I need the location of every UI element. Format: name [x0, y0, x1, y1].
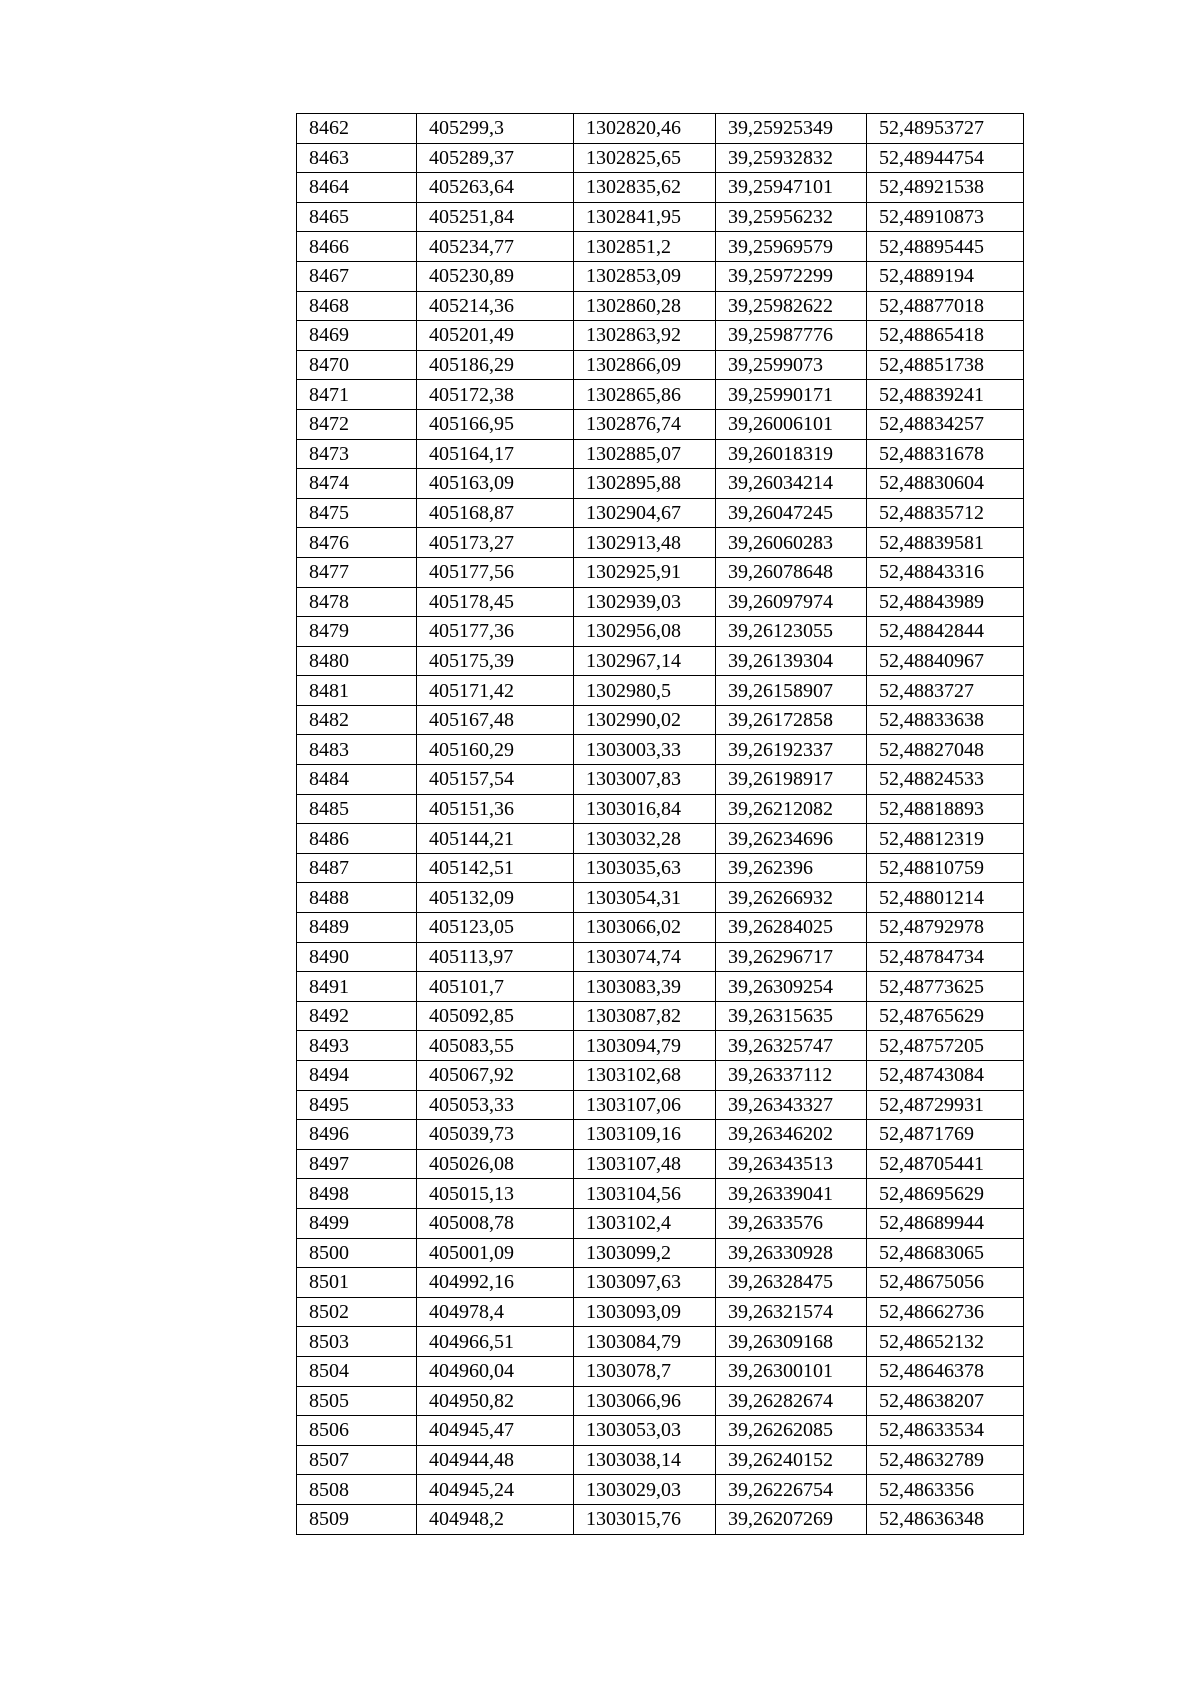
point-number-cell: 8501: [297, 1268, 417, 1298]
longitude-cell: 39,25987776: [716, 321, 867, 351]
latitude-cell: 52,48843316: [867, 557, 1024, 587]
latitude-cell: 52,48835712: [867, 498, 1024, 528]
latitude-cell: 52,48801214: [867, 883, 1024, 913]
y-coordinate-cell: 1303015,76: [574, 1504, 716, 1534]
table-row: [297, 1090, 1024, 1120]
latitude-cell: 52,48765629: [867, 1001, 1024, 1031]
table-row: [297, 498, 1024, 528]
latitude-cell: 52,48824533: [867, 765, 1024, 795]
latitude-cell: 52,48877018: [867, 291, 1024, 321]
x-coordinate-cell: 405178,45: [417, 587, 574, 617]
table-row: [297, 469, 1024, 499]
point-number-cell: 8483: [297, 735, 417, 765]
y-coordinate-cell: 1303078,7: [574, 1356, 716, 1386]
x-coordinate-cell: 404944,48: [417, 1445, 574, 1475]
latitude-cell: 52,48865418: [867, 321, 1024, 351]
table-row: [297, 883, 1024, 913]
latitude-cell: 52,4863356: [867, 1475, 1024, 1505]
y-coordinate-cell: 1302820,46: [574, 114, 716, 144]
longitude-cell: 39,26343513: [716, 1149, 867, 1179]
y-coordinate-cell: 1302851,2: [574, 232, 716, 262]
x-coordinate-cell: 405173,27: [417, 528, 574, 558]
longitude-cell: 39,26282674: [716, 1386, 867, 1416]
x-coordinate-cell: 405175,39: [417, 646, 574, 676]
x-coordinate-cell: 405251,84: [417, 202, 574, 232]
point-number-cell: 8493: [297, 1031, 417, 1061]
x-coordinate-cell: 404978,4: [417, 1297, 574, 1327]
x-coordinate-cell: 405151,36: [417, 794, 574, 824]
latitude-cell: 52,48633534: [867, 1416, 1024, 1446]
table-row: [297, 173, 1024, 203]
y-coordinate-cell: 1303084,79: [574, 1327, 716, 1357]
point-number-cell: 8485: [297, 794, 417, 824]
point-number-cell: 8505: [297, 1386, 417, 1416]
table-row: [297, 824, 1024, 854]
y-coordinate-cell: 1302904,67: [574, 498, 716, 528]
longitude-cell: 39,26346202: [716, 1120, 867, 1150]
longitude-cell: 39,26325747: [716, 1031, 867, 1061]
point-number-cell: 8497: [297, 1149, 417, 1179]
x-coordinate-cell: 405026,08: [417, 1149, 574, 1179]
latitude-cell: 52,48833638: [867, 705, 1024, 735]
latitude-cell: 52,48632789: [867, 1445, 1024, 1475]
x-coordinate-cell: 405092,85: [417, 1001, 574, 1031]
longitude-cell: 39,26309168: [716, 1327, 867, 1357]
longitude-cell: 39,26266932: [716, 883, 867, 913]
latitude-cell: 52,48773625: [867, 972, 1024, 1002]
x-coordinate-cell: 405230,89: [417, 261, 574, 291]
latitude-cell: 52,48792978: [867, 913, 1024, 943]
y-coordinate-cell: 1303066,02: [574, 913, 716, 943]
latitude-cell: 52,48705441: [867, 1149, 1024, 1179]
point-number-cell: 8488: [297, 883, 417, 913]
table-row: [297, 1327, 1024, 1357]
longitude-cell: 39,26047245: [716, 498, 867, 528]
x-coordinate-cell: 404945,47: [417, 1416, 574, 1446]
x-coordinate-cell: 405166,95: [417, 409, 574, 439]
point-number-cell: 8465: [297, 202, 417, 232]
point-number-cell: 8503: [297, 1327, 417, 1357]
point-number-cell: 8494: [297, 1061, 417, 1091]
table-row: [297, 1356, 1024, 1386]
y-coordinate-cell: 1302967,14: [574, 646, 716, 676]
longitude-cell: 39,2599073: [716, 350, 867, 380]
table-row: [297, 1445, 1024, 1475]
x-coordinate-cell: 405160,29: [417, 735, 574, 765]
latitude-cell: 52,48675056: [867, 1268, 1024, 1298]
longitude-cell: 39,25925349: [716, 114, 867, 144]
table-row: [297, 1504, 1024, 1534]
latitude-cell: 52,48652132: [867, 1327, 1024, 1357]
longitude-cell: 39,26284025: [716, 913, 867, 943]
longitude-cell: 39,26262085: [716, 1416, 867, 1446]
table-row: [297, 380, 1024, 410]
latitude-cell: 52,48646378: [867, 1356, 1024, 1386]
point-number-cell: 8509: [297, 1504, 417, 1534]
longitude-cell: 39,25982622: [716, 291, 867, 321]
table-row: [297, 409, 1024, 439]
table-row: [297, 439, 1024, 469]
point-number-cell: 8463: [297, 143, 417, 173]
x-coordinate-cell: 405177,56: [417, 557, 574, 587]
latitude-cell: 52,48662736: [867, 1297, 1024, 1327]
latitude-cell: 52,48638207: [867, 1386, 1024, 1416]
table-row: [297, 1179, 1024, 1209]
longitude-cell: 39,25932832: [716, 143, 867, 173]
point-number-cell: 8475: [297, 498, 417, 528]
x-coordinate-cell: 405053,33: [417, 1090, 574, 1120]
x-coordinate-cell: 405157,54: [417, 765, 574, 795]
x-coordinate-cell: 405144,21: [417, 824, 574, 854]
latitude-cell: 52,48636348: [867, 1504, 1024, 1534]
longitude-cell: 39,26097974: [716, 587, 867, 617]
latitude-cell: 52,48953727: [867, 114, 1024, 144]
table-row: [297, 794, 1024, 824]
latitude-cell: 52,4883727: [867, 676, 1024, 706]
x-coordinate-cell: 405132,09: [417, 883, 574, 913]
y-coordinate-cell: 1303053,03: [574, 1416, 716, 1446]
y-coordinate-cell: 1303032,28: [574, 824, 716, 854]
x-coordinate-cell: 405201,49: [417, 321, 574, 351]
x-coordinate-cell: 405214,36: [417, 291, 574, 321]
table-row: [297, 261, 1024, 291]
longitude-cell: 39,26328475: [716, 1268, 867, 1298]
longitude-cell: 39,2633576: [716, 1208, 867, 1238]
x-coordinate-cell: 405263,64: [417, 173, 574, 203]
table-row: [297, 676, 1024, 706]
x-coordinate-cell: 405067,92: [417, 1061, 574, 1091]
x-coordinate-cell: 404948,2: [417, 1504, 574, 1534]
longitude-cell: 39,26139304: [716, 646, 867, 676]
point-number-cell: 8490: [297, 942, 417, 972]
longitude-cell: 39,26339041: [716, 1179, 867, 1209]
latitude-cell: 52,48834257: [867, 409, 1024, 439]
latitude-cell: 52,48729931: [867, 1090, 1024, 1120]
y-coordinate-cell: 1303029,03: [574, 1475, 716, 1505]
table-row: [297, 587, 1024, 617]
point-number-cell: 8498: [297, 1179, 417, 1209]
x-coordinate-cell: 404960,04: [417, 1356, 574, 1386]
table-row: [297, 735, 1024, 765]
point-number-cell: 8476: [297, 528, 417, 558]
x-coordinate-cell: 405299,3: [417, 114, 574, 144]
latitude-cell: 52,48921538: [867, 173, 1024, 203]
table-row: [297, 1386, 1024, 1416]
table-row: [297, 1061, 1024, 1091]
y-coordinate-cell: 1303016,84: [574, 794, 716, 824]
longitude-cell: 39,25990171: [716, 380, 867, 410]
x-coordinate-cell: 405172,38: [417, 380, 574, 410]
table-row: [297, 705, 1024, 735]
latitude-cell: 52,48784734: [867, 942, 1024, 972]
y-coordinate-cell: 1302825,65: [574, 143, 716, 173]
y-coordinate-cell: 1302835,62: [574, 173, 716, 203]
point-number-cell: 8504: [297, 1356, 417, 1386]
latitude-cell: 52,48695629: [867, 1179, 1024, 1209]
point-number-cell: 8495: [297, 1090, 417, 1120]
longitude-cell: 39,26078648: [716, 557, 867, 587]
longitude-cell: 39,26309254: [716, 972, 867, 1002]
longitude-cell: 39,26240152: [716, 1445, 867, 1475]
table-row: [297, 1149, 1024, 1179]
latitude-cell: 52,48818893: [867, 794, 1024, 824]
table-row: [297, 646, 1024, 676]
point-number-cell: 8470: [297, 350, 417, 380]
point-number-cell: 8469: [297, 321, 417, 351]
latitude-cell: 52,4889194: [867, 261, 1024, 291]
y-coordinate-cell: 1303066,96: [574, 1386, 716, 1416]
longitude-cell: 39,26343327: [716, 1090, 867, 1120]
y-coordinate-cell: 1302956,08: [574, 617, 716, 647]
table-row: [297, 143, 1024, 173]
x-coordinate-cell: 405164,17: [417, 439, 574, 469]
x-coordinate-cell: 405015,13: [417, 1179, 574, 1209]
latitude-cell: 52,48812319: [867, 824, 1024, 854]
latitude-cell: 52,48683065: [867, 1238, 1024, 1268]
x-coordinate-cell: 405234,77: [417, 232, 574, 262]
longitude-cell: 39,26321574: [716, 1297, 867, 1327]
latitude-cell: 52,48810759: [867, 853, 1024, 883]
latitude-cell: 52,48827048: [867, 735, 1024, 765]
x-coordinate-cell: 405008,78: [417, 1208, 574, 1238]
x-coordinate-cell: 404966,51: [417, 1327, 574, 1357]
latitude-cell: 52,48831678: [867, 439, 1024, 469]
longitude-cell: 39,26006101: [716, 409, 867, 439]
y-coordinate-cell: 1303104,56: [574, 1179, 716, 1209]
point-number-cell: 8471: [297, 380, 417, 410]
y-coordinate-cell: 1302876,74: [574, 409, 716, 439]
table-row: [297, 1416, 1024, 1446]
table-row: [297, 114, 1024, 144]
y-coordinate-cell: 1302925,91: [574, 557, 716, 587]
table-row: [297, 913, 1024, 943]
x-coordinate-cell: 405113,97: [417, 942, 574, 972]
point-number-cell: 8477: [297, 557, 417, 587]
latitude-cell: 52,48743084: [867, 1061, 1024, 1091]
x-coordinate-cell: 405171,42: [417, 676, 574, 706]
x-coordinate-cell: 404950,82: [417, 1386, 574, 1416]
point-number-cell: 8492: [297, 1001, 417, 1031]
table-row: [297, 528, 1024, 558]
y-coordinate-cell: 1302990,02: [574, 705, 716, 735]
point-number-cell: 8486: [297, 824, 417, 854]
longitude-cell: 39,26192337: [716, 735, 867, 765]
y-coordinate-cell: 1302939,03: [574, 587, 716, 617]
y-coordinate-cell: 1303083,39: [574, 972, 716, 1002]
point-number-cell: 8472: [297, 409, 417, 439]
longitude-cell: 39,26034214: [716, 469, 867, 499]
longitude-cell: 39,26198917: [716, 765, 867, 795]
longitude-cell: 39,26060283: [716, 528, 867, 558]
point-number-cell: 8474: [297, 469, 417, 499]
table-row: [297, 1120, 1024, 1150]
table-row: [297, 202, 1024, 232]
point-number-cell: 8508: [297, 1475, 417, 1505]
longitude-cell: 39,26296717: [716, 942, 867, 972]
latitude-cell: 52,48842844: [867, 617, 1024, 647]
longitude-cell: 39,25972299: [716, 261, 867, 291]
latitude-cell: 52,48757205: [867, 1031, 1024, 1061]
longitude-cell: 39,262396: [716, 853, 867, 883]
point-number-cell: 8466: [297, 232, 417, 262]
y-coordinate-cell: 1303074,74: [574, 942, 716, 972]
latitude-cell: 52,48851738: [867, 350, 1024, 380]
x-coordinate-cell: 405289,37: [417, 143, 574, 173]
latitude-cell: 52,48944754: [867, 143, 1024, 173]
longitude-cell: 39,26018319: [716, 439, 867, 469]
longitude-cell: 39,25956232: [716, 202, 867, 232]
x-coordinate-cell: 404945,24: [417, 1475, 574, 1505]
y-coordinate-cell: 1303003,33: [574, 735, 716, 765]
table-row: [297, 1297, 1024, 1327]
y-coordinate-cell: 1303097,63: [574, 1268, 716, 1298]
table-row: [297, 853, 1024, 883]
longitude-cell: 39,26226754: [716, 1475, 867, 1505]
y-coordinate-cell: 1303094,79: [574, 1031, 716, 1061]
point-number-cell: 8482: [297, 705, 417, 735]
table-row: [297, 942, 1024, 972]
point-number-cell: 8481: [297, 676, 417, 706]
point-number-cell: 8462: [297, 114, 417, 144]
y-coordinate-cell: 1303087,82: [574, 1001, 716, 1031]
x-coordinate-cell: 405186,29: [417, 350, 574, 380]
table-row: [297, 1031, 1024, 1061]
y-coordinate-cell: 1302885,07: [574, 439, 716, 469]
y-coordinate-cell: 1303054,31: [574, 883, 716, 913]
x-coordinate-cell: 405101,7: [417, 972, 574, 1002]
point-number-cell: 8478: [297, 587, 417, 617]
point-number-cell: 8489: [297, 913, 417, 943]
longitude-cell: 39,26158907: [716, 676, 867, 706]
point-number-cell: 8479: [297, 617, 417, 647]
latitude-cell: 52,48839581: [867, 528, 1024, 558]
coordinates-table-body: [297, 114, 1024, 1535]
y-coordinate-cell: 1303109,16: [574, 1120, 716, 1150]
y-coordinate-cell: 1303107,48: [574, 1149, 716, 1179]
y-coordinate-cell: 1302895,88: [574, 469, 716, 499]
y-coordinate-cell: 1302841,95: [574, 202, 716, 232]
table-row: [297, 1268, 1024, 1298]
x-coordinate-cell: 405142,51: [417, 853, 574, 883]
point-number-cell: 8502: [297, 1297, 417, 1327]
point-number-cell: 8473: [297, 439, 417, 469]
longitude-cell: 39,26207269: [716, 1504, 867, 1534]
x-coordinate-cell: 405039,73: [417, 1120, 574, 1150]
y-coordinate-cell: 1302863,92: [574, 321, 716, 351]
latitude-cell: 52,48840967: [867, 646, 1024, 676]
latitude-cell: 52,48839241: [867, 380, 1024, 410]
table-row: [297, 291, 1024, 321]
longitude-cell: 39,26123055: [716, 617, 867, 647]
x-coordinate-cell: 405001,09: [417, 1238, 574, 1268]
table-row: [297, 617, 1024, 647]
longitude-cell: 39,26315635: [716, 1001, 867, 1031]
x-coordinate-cell: 405168,87: [417, 498, 574, 528]
y-coordinate-cell: 1302865,86: [574, 380, 716, 410]
latitude-cell: 52,48843989: [867, 587, 1024, 617]
table-row: [297, 765, 1024, 795]
longitude-cell: 39,25947101: [716, 173, 867, 203]
latitude-cell: 52,48895445: [867, 232, 1024, 262]
table-row: [297, 1475, 1024, 1505]
y-coordinate-cell: 1302860,28: [574, 291, 716, 321]
table-row: [297, 321, 1024, 351]
point-number-cell: 8468: [297, 291, 417, 321]
y-coordinate-cell: 1302866,09: [574, 350, 716, 380]
coordinates-table: [296, 113, 1024, 1535]
x-coordinate-cell: 405083,55: [417, 1031, 574, 1061]
y-coordinate-cell: 1303035,63: [574, 853, 716, 883]
table-row: [297, 1238, 1024, 1268]
latitude-cell: 52,48910873: [867, 202, 1024, 232]
point-number-cell: 8467: [297, 261, 417, 291]
x-coordinate-cell: 404992,16: [417, 1268, 574, 1298]
y-coordinate-cell: 1302980,5: [574, 676, 716, 706]
table-row: [297, 557, 1024, 587]
point-number-cell: 8464: [297, 173, 417, 203]
point-number-cell: 8507: [297, 1445, 417, 1475]
longitude-cell: 39,26330928: [716, 1238, 867, 1268]
point-number-cell: 8506: [297, 1416, 417, 1446]
y-coordinate-cell: 1303007,83: [574, 765, 716, 795]
latitude-cell: 52,4871769: [867, 1120, 1024, 1150]
table-row: [297, 1208, 1024, 1238]
latitude-cell: 52,48689944: [867, 1208, 1024, 1238]
point-number-cell: 8487: [297, 853, 417, 883]
x-coordinate-cell: 405167,48: [417, 705, 574, 735]
point-number-cell: 8484: [297, 765, 417, 795]
x-coordinate-cell: 405163,09: [417, 469, 574, 499]
longitude-cell: 39,26172858: [716, 705, 867, 735]
y-coordinate-cell: 1303102,68: [574, 1061, 716, 1091]
y-coordinate-cell: 1303102,4: [574, 1208, 716, 1238]
y-coordinate-cell: 1303107,06: [574, 1090, 716, 1120]
table-row: [297, 972, 1024, 1002]
point-number-cell: 8496: [297, 1120, 417, 1150]
x-coordinate-cell: 405177,36: [417, 617, 574, 647]
point-number-cell: 8480: [297, 646, 417, 676]
longitude-cell: 39,26300101: [716, 1356, 867, 1386]
longitude-cell: 39,26212082: [716, 794, 867, 824]
longitude-cell: 39,25969579: [716, 232, 867, 262]
longitude-cell: 39,26337112: [716, 1061, 867, 1091]
y-coordinate-cell: 1302853,09: [574, 261, 716, 291]
table-row: [297, 350, 1024, 380]
table-row: [297, 232, 1024, 262]
latitude-cell: 52,48830604: [867, 469, 1024, 499]
y-coordinate-cell: 1303038,14: [574, 1445, 716, 1475]
point-number-cell: 8499: [297, 1208, 417, 1238]
longitude-cell: 39,26234696: [716, 824, 867, 854]
point-number-cell: 8500: [297, 1238, 417, 1268]
x-coordinate-cell: 405123,05: [417, 913, 574, 943]
y-coordinate-cell: 1302913,48: [574, 528, 716, 558]
table-row: [297, 1001, 1024, 1031]
y-coordinate-cell: 1303099,2: [574, 1238, 716, 1268]
point-number-cell: 8491: [297, 972, 417, 1002]
y-coordinate-cell: 1303093,09: [574, 1297, 716, 1327]
